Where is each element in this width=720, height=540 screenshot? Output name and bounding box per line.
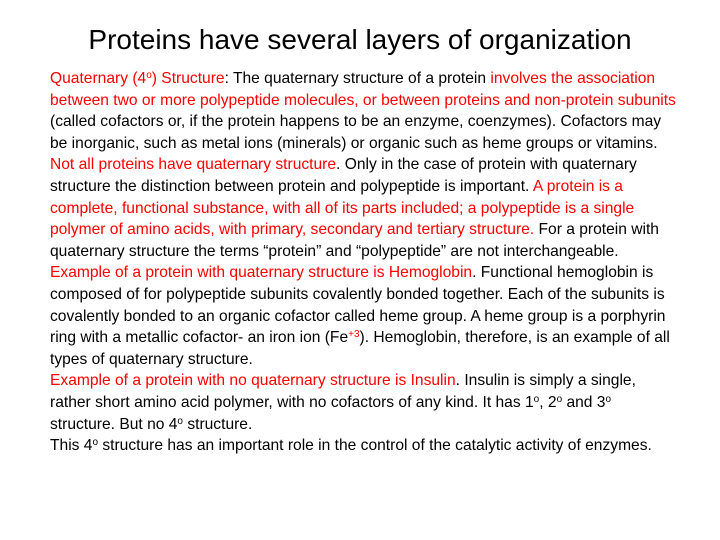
highlight-text: A protein is a complete, functional substance, with all of its parts included; a polypeptide is a single polymer of amino acids, with primary, secondary and tertiary structure.	[50, 177, 635, 239]
text-run: (called cofactors or, if the protein happens to be an enzyme, coenzymes). Cofactors may be inorganic, such as metal ions (minerals) or organic such as heme groups or vitamins.	[50, 113, 662, 152]
text-run: : The quaternary structure of a protein	[224, 70, 491, 87]
paragraph-hemoglobin-example	[50, 262, 680, 370]
superscript: o	[605, 393, 612, 405]
text-run: For a protein with quaternary structure the terms “protein” and “polypeptide” are not interchangeable.	[50, 221, 659, 260]
superscript: o	[556, 393, 563, 405]
superscript: o	[92, 437, 99, 449]
highlight-text: Example of a protein with no quaternary structure is Insulin	[50, 372, 456, 390]
highlight-text: Not all proteins have quaternary structure	[50, 156, 337, 174]
paragraph-insulin-example	[50, 370, 680, 435]
text-run: Quaternary (4	[50, 70, 147, 87]
text-run: structure. But no 4	[50, 415, 178, 433]
slide-title: Proteins have several layers of organization	[88, 24, 632, 55]
text-run: This 4	[50, 437, 93, 455]
text-run: structure has an important role in the control of the catalytic activity of enzymes.	[98, 437, 652, 455]
text-run: . Only in the case of protein with quaternary structure the distinction between protein and polypeptide is important.	[50, 156, 637, 195]
superscript: o	[177, 415, 183, 427]
text-run: structure.	[182, 415, 253, 433]
term-quaternary	[50, 70, 225, 87]
text-run: , 2	[539, 393, 557, 411]
text-run: . Functional hemoglobin is composed of for polypeptide subunits covalently bonded together. Each of the subunits is covalently bonded to an organic cofactor called heme group. A heme group is a porphyrin ring with a metallic cofactor- an iron ion (Fe	[50, 264, 666, 347]
text-run: ) Structure	[151, 70, 225, 87]
paragraph-catalytic-role	[50, 435, 680, 457]
superscript: o	[533, 393, 540, 405]
text-run: ). Hemoglobin, therefore, is an example of all types of quaternary structure.	[50, 329, 670, 368]
paragraph-quaternary-structure	[50, 68, 680, 262]
text-run: . Insulin is simply a single, rather short amino acid polymer, with no cofactors of any kind. It has 1	[50, 372, 636, 411]
highlight-text: involves the association between two or more polypeptide molecules, or between proteins and non-protein subunits	[50, 70, 676, 109]
text-run: and 3	[562, 393, 606, 411]
highlight-text: Example of a protein with quaternary structure is Hemoglobin	[50, 264, 473, 282]
superscript: o	[146, 70, 152, 81]
slide-body	[50, 68, 680, 457]
superscript: +3	[348, 329, 360, 341]
